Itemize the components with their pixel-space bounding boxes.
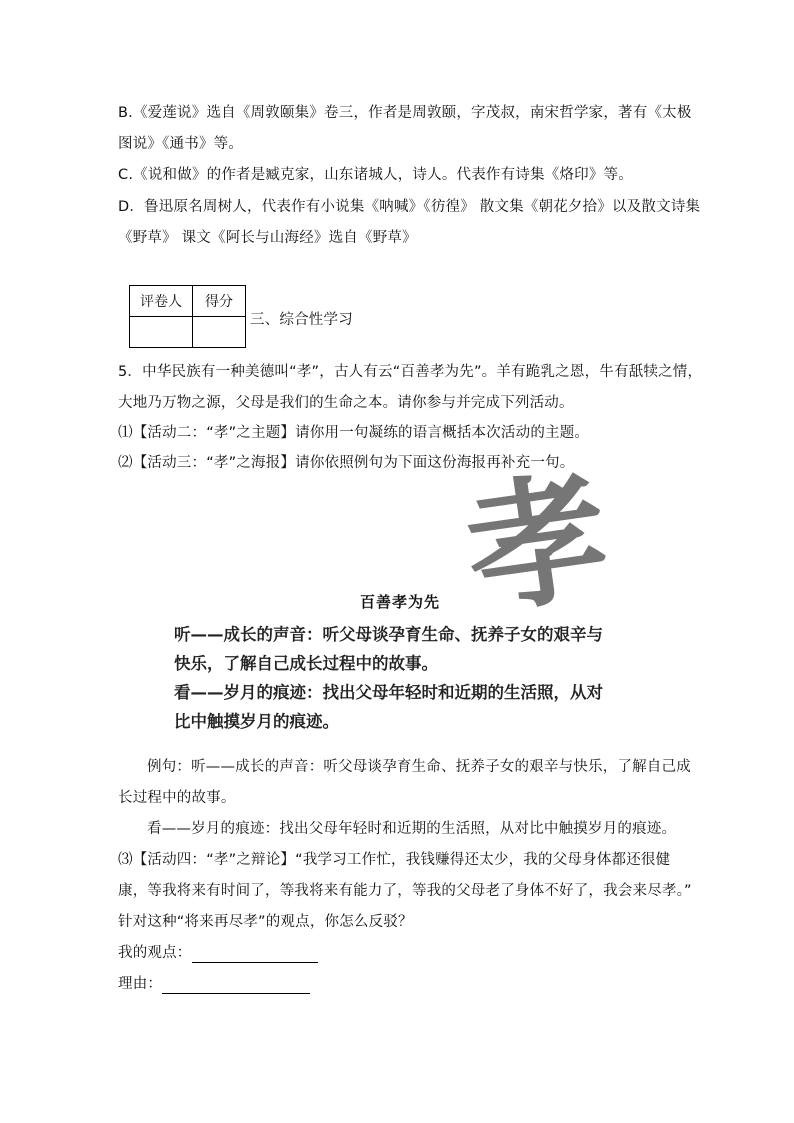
option-b-line2: 图说》《通书》等。 — [118, 136, 244, 152]
question-5-line2: 大地乃万物之源，父母是我们的生命之本。请你参与并完成下列活动。 — [118, 395, 574, 411]
poster-line-4: 比中触摸岁月的痕迹。 — [174, 712, 339, 731]
question-5-part2: ⑵【活动三：“孝”之海报】请你依照例句为下面这份海报再补充一句。 — [118, 455, 575, 471]
score-table-cell-grader[interactable] — [130, 317, 193, 348]
option-c: C.《说和做》的作者是臧克家，山东诸城人，诗人。代表作有诗集《烙印》等。 — [118, 167, 633, 183]
question-5-line1: 5．中华民族有一种美德叫“孝”，古人有云“百善孝为先”。羊有跪乳之恩，牛有舐犊之情， — [118, 364, 703, 380]
poster-title: 百善孝为先 — [360, 593, 441, 611]
poster-line-2: 快乐，了解自己成长过程中的故事。 — [174, 654, 438, 673]
score-table-cell-score[interactable] — [193, 317, 246, 348]
question-part3-line1: ⑶【活动四：“孝”之辩论】“我学习工作忙，我钱赚得还太少，我的父母身体都还很健 — [118, 852, 671, 868]
poster-big-character: 孝 — [457, 455, 619, 636]
option-b-line1: B.《爱莲说》选自《周敦颐集》卷三，作者是周敦颐，字茂叔，南宋哲学家，著有《太极 — [118, 105, 692, 121]
reason-label: 理由： — [118, 976, 163, 992]
option-d-line2: 《野草》 课文《阿长与山海经》选自《野草》 — [118, 230, 417, 246]
score-table — [129, 285, 246, 348]
question-part3-line3: 针对这种“将来再尽孝”的观点，你怎么反驳？ — [118, 914, 413, 930]
example-line2: 长过程中的故事。 — [118, 790, 236, 806]
example-line1: 例句：听——成长的声音：听父母谈孕育生命、抚养子女的艰辛与快乐，了解自己成 — [147, 759, 691, 775]
score-table-header-grader: 评卷人 — [130, 286, 193, 317]
my-view-row — [118, 943, 318, 963]
reason-row — [118, 974, 310, 994]
poster-line-3: 看——岁月的痕迹：找出父母年轻时和近期的生活照，从对 — [174, 683, 603, 702]
score-table-header-score: 得分 — [193, 286, 246, 317]
option-d-line1: D．鲁迅原名周树人，代表作有小说集《呐喊》《彷徨》 散文集《朝花夕拾》以及散文诗集 — [118, 199, 701, 215]
question-5-part1: ⑴【活动二：“孝”之主题】请你用一句凝练的语言概括本次活动的主题。 — [118, 425, 590, 441]
my-view-answer-blank[interactable] — [192, 946, 318, 963]
example-line3: 看——岁月的痕迹：找出父母年轻时和近期的生活照，从对比中触摸岁月的痕迹。 — [147, 821, 677, 837]
reason-answer-blank[interactable] — [162, 977, 310, 994]
question-part3-line2: 康，等我将来有时间了，等我将来有能力了，等我的父母老了身体不好了，我会来尽孝。” — [118, 883, 692, 899]
section-title: 三、综合性学习 — [250, 312, 353, 328]
my-view-label: 我的观点： — [118, 945, 192, 961]
poster-line-1: 听——成长的声音：听父母谈孕育生命、抚养子女的艰辛与 — [174, 625, 603, 644]
